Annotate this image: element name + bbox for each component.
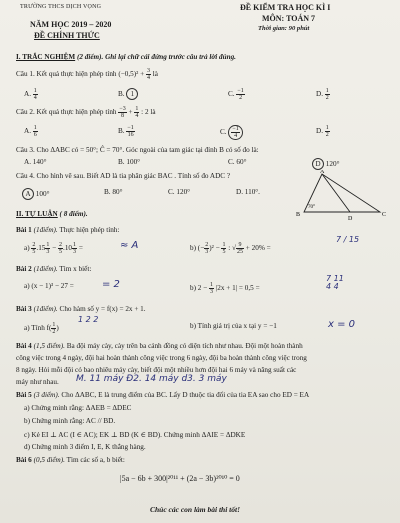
label-b: B xyxy=(296,212,301,218)
handwriting-answer-3a: 1 2 2 xyxy=(78,315,99,324)
bai-6-heading: Bài 6 (0,5 điểm). Tìm các số a, b biết: xyxy=(16,456,125,464)
school-name: TRƯỜNG THCS DỊCH VỌNG xyxy=(20,4,102,10)
question-1: Câu 1. Kết quả thực hiện phép tính (−0,5)² + $\frac{3}{4}$ là xyxy=(16,68,158,81)
bai-5a: a) Chứng minh rằng: ΔAEB = ΔDEC xyxy=(24,404,132,412)
handwriting-answer-4: M. 11 máy Đ2. 14 máy d3. 3 máy xyxy=(76,374,227,384)
q4-option-b: B. 80° xyxy=(104,188,123,196)
label-c: C xyxy=(382,212,387,218)
q2-option-a: A. $\frac{1}{6}$ xyxy=(24,125,37,138)
bai-3a: a) Tính f( $\frac{1}{2}$ ) xyxy=(24,322,59,335)
q1-option-a: A. $\frac{1}{4}$ xyxy=(24,88,37,101)
question-2: Câu 2. Kết quả thực hiện phép tính $\frac{-3}{8}$ + $\frac{1}{4}$ : 2 là xyxy=(16,106,156,119)
bai-1a: a) $\frac{2}{5}$ .15 $\frac{1}{3}$ − $\frac{2}{5}$ .10 $\frac{1}{3}$ = xyxy=(24,242,83,255)
q1-option-b: B. 1 xyxy=(118,88,138,100)
q3-option-b: B. 100° xyxy=(118,158,141,166)
q4-option-d: D. 110°. xyxy=(236,188,260,196)
q1-option-c: C. $\frac{-1}{2}$ xyxy=(228,88,244,101)
answer-circle: 1 xyxy=(126,88,138,100)
q1-text: Câu 1. Kết quả thực hiện phép tính xyxy=(16,70,117,79)
part1-heading xyxy=(16,53,236,61)
bai-3b: b) Tính giá trị của x tại y = −1 xyxy=(190,322,277,330)
part2-heading xyxy=(16,210,88,218)
question-4: Câu 4. Cho hình vẽ sau. Biết AD là tia phân giác BAC . Tính số đo ADC ? xyxy=(16,172,231,180)
q2-option-b: B. $\frac{-1}{16}$ xyxy=(118,125,134,138)
bai-2-heading: Bài 2 (1điểm). Tìm x biết: xyxy=(16,265,92,273)
handwriting-answer-2a: = 2 xyxy=(102,279,120,290)
part1-title: I. TRẮC NGHIỆM xyxy=(16,53,76,61)
q2-tail: : 2 là xyxy=(141,108,156,117)
bai-5d: d) Chứng minh 3 điểm I, E, K thẳng hàng. xyxy=(24,443,146,451)
q2-option-d: D. $\frac{1}{2}$ xyxy=(316,125,329,138)
label-a: A xyxy=(320,170,325,175)
q1-tail: là xyxy=(152,70,158,79)
q3-option-d: D 120° xyxy=(312,158,339,170)
bai-1b: b) (− $\frac{2}{3}$ )² − $\frac{1}{5}$ : √ $\frac{9}{25}$ + 20% = xyxy=(190,242,271,255)
bai-2a: a) (x − 1)³ − 27 = xyxy=(24,282,74,290)
school-year: NĂM HỌC 2019 – 2020 xyxy=(30,20,112,29)
handwriting-answer-1a: ≈ A xyxy=(120,240,139,251)
handwriting-answer-2b: 7 11 4 4 xyxy=(326,274,344,291)
bai-1-heading: Bài 1 (1điểm). Thực hiện phép tính: xyxy=(16,226,120,234)
answer-circle: A xyxy=(22,188,34,200)
exam-subject: MÔN: TOÁN 7 xyxy=(262,14,316,23)
bai-4-line-1: Bài 4 (1,5 điểm). Ba đội máy cày, cày trên ba cánh đồng có diện tích như nhau. Đội một hoàn thành xyxy=(16,342,303,350)
official-label: ĐỀ CHÍNH THỨC xyxy=(34,31,100,40)
q3-option-c: C. 60° xyxy=(228,158,247,166)
q2-option-c: C. $\frac{-1}{4}$ xyxy=(220,125,243,140)
q1-expr: (−0,5)² + xyxy=(118,70,145,79)
footer-wish: Chúc các con làm bài thi tốt! xyxy=(150,505,241,514)
part1-note: (2 điểm). Ghi lại chữ cái đứng trước câu trả lời đúng. xyxy=(76,53,236,61)
label-d: D xyxy=(348,216,353,222)
answer-circle: D xyxy=(312,158,324,170)
part2-title: II. TỰ LUẬN xyxy=(16,210,58,218)
q4-option-c: C. 120° xyxy=(168,188,191,196)
question-3: Câu 3. Cho ΔABC có = 50°; Ĉ = 70°. Góc ngoài của tam giác tại đỉnh B có số đo là: xyxy=(16,146,259,154)
bai-3-heading: Bài 3 (1điểm). Cho hàm số y = f(x) = 2x + 1. xyxy=(16,305,146,313)
part2-points: ( 8 điểm). xyxy=(59,210,88,218)
bai-5-line-1: Bài 5 (3 điểm). Cho ΔABC, E là trung điểm của BC. Lấy D thuộc tia đối của tia EA sao cho ED = EA xyxy=(16,391,310,399)
q1-option-d: D. $\frac{1}{2}$ xyxy=(316,88,329,101)
exam-time: Thời gian: 90 phút xyxy=(258,25,310,32)
bai-4-line-2: công việc trong 4 ngày, đội hai hoàn thành công việc trong 6 ngày, đội ba hoàn thành công việc trong xyxy=(16,354,307,362)
bai-5b: b) Chứng minh rằng: AC // BD. xyxy=(24,417,116,425)
bai-6-equation: |5a − 6b + 300|²⁰¹¹ + (2a − 3b)²⁰¹⁰ = 0 xyxy=(120,474,240,483)
q2-text: Câu 2. Kết quả thực hiện phép tính xyxy=(16,108,117,117)
handwriting-answer-3b: x = 0 xyxy=(328,319,356,330)
handwriting-answer-1b: 7 / 15 xyxy=(336,235,360,244)
bai-4-line-4: máy như nhau. xyxy=(16,378,59,386)
triangle-figure xyxy=(292,170,392,222)
exam-title: ĐỀ KIỂM TRA HỌC KÌ I xyxy=(240,3,331,12)
angle-label: 70° xyxy=(308,205,315,210)
bai-2b: b) 2 − $\frac{1}{3}$ |2x + 1| = 0,5 = xyxy=(190,282,260,295)
q3-option-a: A. 140° xyxy=(24,158,47,166)
q4-option-a: A 100° xyxy=(22,188,49,200)
bai-5c: c) Kẻ EI ⊥ AC (I ∈ AC); EK ⊥ BD (K ∈ BD). Chứng minh ΔAIE = ΔDKE xyxy=(24,431,246,439)
bai-4-line-3: 8 ngày. Hỏi mỗi đội có bao nhiêu máy cày, biết đội một nhiều hơn đội hai 6 máy và năng suất các xyxy=(16,366,297,374)
